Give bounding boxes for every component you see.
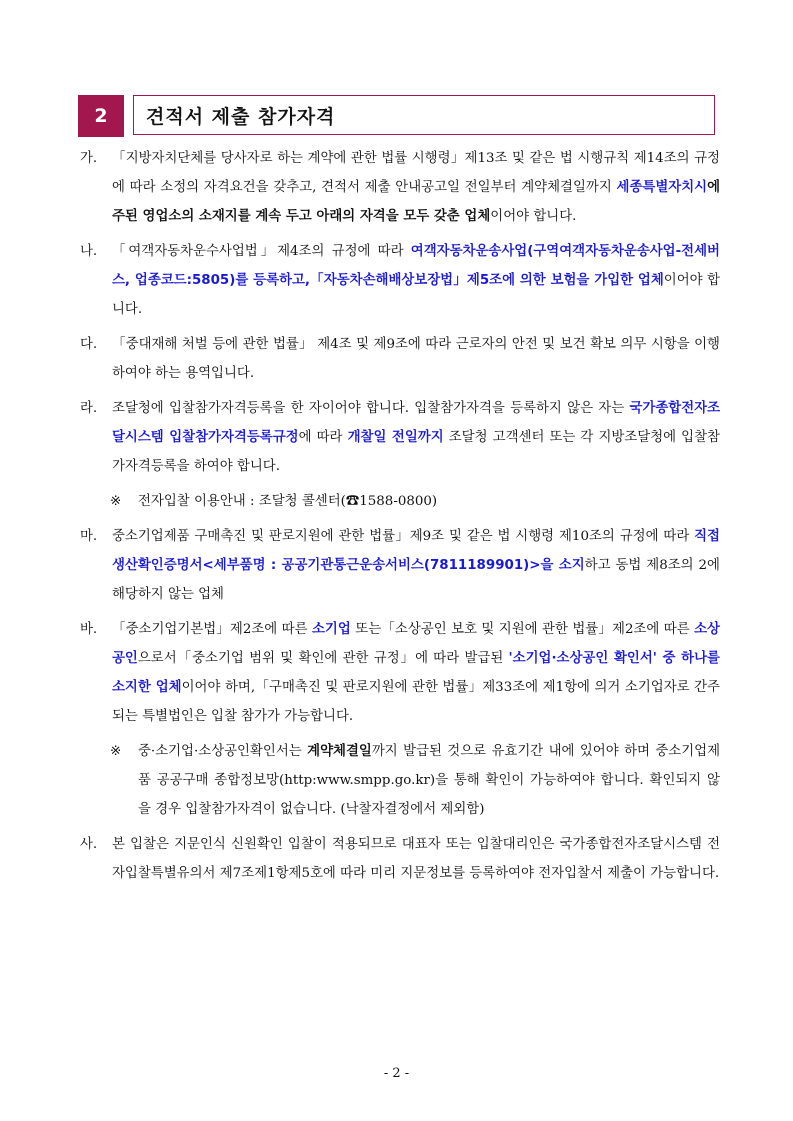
highlight-text: 국가종합전자조달시스템 입찰참가자격등록규정 xyxy=(112,401,720,445)
body-text: 까지 발급된 것으로 유효기간 내에 있어야 하며 중소기업제품 공공구매 종합정보망(http:www.smpp.go.kr)을 통해 확인이 가능하여야 합니다. 확인되지 않을 경우 입찰참가자격이 없습니다. (낙찰자결정에서 제외함) xyxy=(138,744,720,817)
note-item xyxy=(80,737,720,824)
item-marker: 라. xyxy=(80,401,98,416)
highlight-text: 여객자동차운송사업(구역여객자동차운송사업-전세버스, 업종코드:5805)를 등록하고,「자동차손해배상보장법」제5조에 의한 보험을 가입한 업체 xyxy=(112,244,720,288)
note-item xyxy=(80,487,720,516)
body-text: 에 따라 xyxy=(298,430,348,445)
list-item xyxy=(80,144,720,231)
body-text: 중·소기업·소상공인확인서는 xyxy=(138,744,308,759)
body-text: 중소기업제품 구매촉진 및 판로지원에 관한 법률」제9조 및 같은 법 시행령 제10조의 규정에 따라 xyxy=(112,529,695,544)
body-text: 「지방자치단체를 당사자로 하는 계약에 관한 법률 시행령」제13조 및 같은 법 시행규칙 제14조의 규정에 따라 소정의 자격요건을 갖추고, 견적서 제출 안내공고일 전일부터 계약체결일까지 xyxy=(112,151,720,195)
highlight-text: 개찰일 전일까지 xyxy=(347,430,444,445)
section-title-text: 견적서 제출 참가자격 xyxy=(146,105,336,128)
list-item xyxy=(80,615,720,731)
section-number: 2 xyxy=(78,95,124,137)
bold-text: 계약체결일 xyxy=(307,744,372,759)
highlight-text: 소기업 xyxy=(312,622,351,637)
item-marker: ※ xyxy=(110,494,122,509)
eligibility-list xyxy=(80,144,720,894)
body-text: 이어야 합니다. xyxy=(112,273,720,317)
list-item xyxy=(80,237,720,324)
body-text: 이어야 하며,「구매촉진 및 판로지원에 관한 법률」제33조에 제1항에 의거 소기업자로 간주되는 특별법인은 입찰 참가가 가능합니다. xyxy=(112,680,720,724)
item-marker: 다. xyxy=(80,337,98,352)
body-text: 조달청 고객센터 또는 각 지방조달청에 입찰참가자격등록을 하여야 합니다. xyxy=(112,430,720,474)
highlight-text: 소상공인 xyxy=(112,622,720,666)
body-text: 하고 동법 제8조의 2에 해당하지 않는 업체 xyxy=(112,558,720,602)
item-marker: 마. xyxy=(80,529,98,544)
highlight-text: '소기업·소상공인 확인서' 중 하나를 소지한 업체 xyxy=(112,651,720,695)
item-marker: 나. xyxy=(80,244,98,259)
highlight-text: 직접생산확인증명서<세부품명 : 공공기관통근운송서비스(7811189901)>을 소지 xyxy=(112,529,720,573)
body-text: 으로서「중소기업 범위 및 확인에 관한 규정」에 따라 발급된 xyxy=(137,651,509,666)
list-item xyxy=(80,522,720,609)
page-number: - 2 - xyxy=(383,1066,410,1081)
body-text: 「중대재해 처벌 등에 관한 법률」 제4조 및 제9조에 따라 근로자의 안전 및 보건 확보 의무 시항을 이행하여야 하는 용역입니다. xyxy=(112,337,720,381)
bold-text: 에 주된 영업소의 소재지를 계속 두고 아래의 자격을 모두 갖춘 업체 xyxy=(112,180,720,224)
section-title xyxy=(133,95,715,135)
body-text: 본 입찰은 지문인식 신원확인 입찰이 적용되므로 대표자 또는 입찰대리인은 국가종합전자조달시스템 전자입찰특별유의서 제7조제1항제5호에 따라 미리 지문정보를 등록하여야 전자입찰서 제출이 가능합니다. xyxy=(112,837,720,881)
list-item xyxy=(80,830,720,888)
body-text: 「중소기업기본법」제2조에 따른 xyxy=(112,622,312,637)
item-marker: 바. xyxy=(80,622,98,637)
body-text: 이어야 합니다. xyxy=(490,209,577,224)
item-marker: 가. xyxy=(80,151,98,166)
body-text: 「여객자동차운수사업법」제4조의 규정에 따라 xyxy=(112,244,411,259)
list-item xyxy=(80,394,720,481)
item-marker: 사. xyxy=(80,837,98,852)
list-item xyxy=(80,330,720,388)
body-text: 또는「소상공인 보호 및 지원에 관한 법률」제2조에 따른 xyxy=(350,622,695,637)
item-marker: ※ xyxy=(110,744,122,759)
body-text: 전자입찰 이용안내 : 조달청 콜센터(☎1588-0800) xyxy=(138,494,438,509)
body-text: 조달청에 입찰참가자격등록을 한 자이어야 합니다. 입찰참가자격을 등록하지 않은 자는 xyxy=(112,401,630,416)
highlight-text: 세종특별자치시 xyxy=(616,180,708,195)
